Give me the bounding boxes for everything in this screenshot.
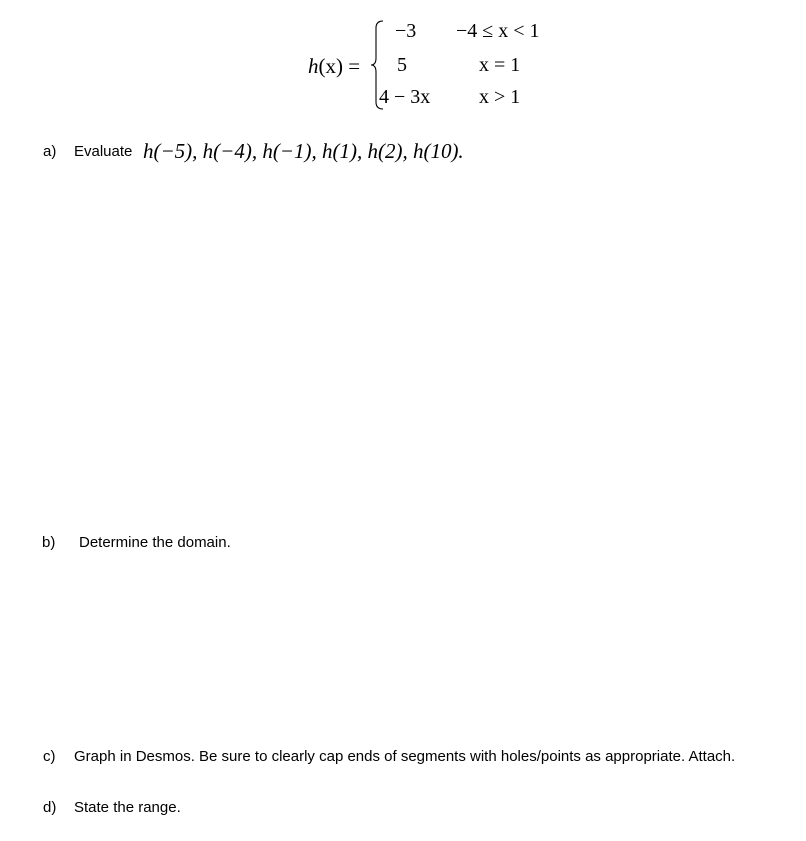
case-value-2: 5 xyxy=(397,54,407,76)
case-condition-1: −4 ≤ x < 1 xyxy=(456,20,540,42)
function-lhs xyxy=(308,54,360,79)
case-value-3: 4 − 3x xyxy=(379,86,431,108)
function-name: h xyxy=(308,54,319,78)
equals-sign: = xyxy=(343,54,361,78)
question-c-label: c) xyxy=(43,748,56,765)
question-c-text: Graph in Desmos. Be sure to clearly cap ends of segments with holes/points as appropriate. Attach. xyxy=(74,748,736,765)
question-b-text: Determine the domain. xyxy=(79,534,231,551)
question-d-label: d) xyxy=(43,799,57,816)
case-value-1: −3 xyxy=(395,20,417,42)
question-a-expression xyxy=(143,139,464,164)
case-condition-2: x = 1 xyxy=(479,54,521,76)
case-condition-3: x > 1 xyxy=(479,86,521,108)
question-a-expression-text: h(−5), h(−4), h(−1), h(1), h(2), h(10). xyxy=(143,139,464,163)
question-a-text: Evaluate xyxy=(74,143,133,160)
question-d-text: State the range. xyxy=(74,799,181,816)
question-b-label: b) xyxy=(42,534,56,551)
question-a-label: a) xyxy=(43,143,57,160)
function-argument: (x) xyxy=(318,54,343,78)
